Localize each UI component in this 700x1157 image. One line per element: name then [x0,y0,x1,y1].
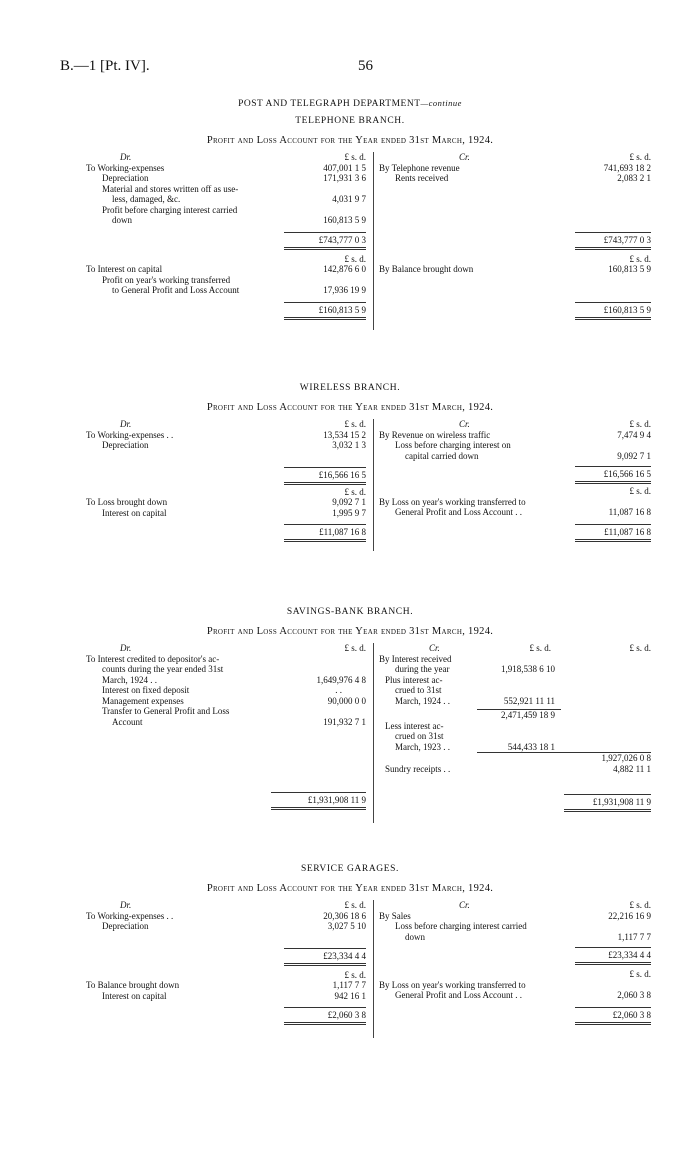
garages-debit-side: Dr. £ s. d. To Working-expenses . . 20,306 18 6 Depreciation 3,027 5 10 £23,334 4 4 £ s. d. To Balance brought down 1,117 7 7 Interest on capital 942 16 1 £2,060 3 8 [86,900,366,1025]
wireless-debit-side: Dr. £ s. d. To Working-expenses . . 13,534 15 2 Depreciation 3,032 1 3 £16,566 16 5 £ s. d. To Loss brought down 9,092 7 1 Interest on capital 1,995 9 7 £11,087 16 8 [86,419,366,542]
page-reference: B.—1 [Pt. IV]. [60,58,150,74]
department-title: POST AND TELEGRAPH DEPARTMENT—continue [238,98,462,109]
savings-credit-side: Cr. £ s. d. £ s. d. By Interest received during the year 1,918,538 6 10 Plus interest ac- crued to 31st March, 1924 . . 552,921 11 11 2,471,459 18 9 Less interest ac- crued on 31st March, 1923 . . 544,433 18 1 1,927,026 0 8 Sundry receipts . . 4,882 11 1 £1,931,908 11 9 [379,643,651,812]
telephone-debit-total-1: £743,777 0 3 [318,234,366,245]
telephone-branch-heading: TELEPHONE BRANCH. [295,116,405,126]
telephone-account-title: Profit and Loss Account for the Year ended 31st March, 1924. [206,135,494,146]
column-divider [373,643,374,823]
column-divider [373,419,374,551]
garages-branch-heading: SERVICE GARAGES. [300,864,400,874]
garages-credit-side: Cr. £ s. d. By Sales 22,216 16 9 Loss before charging interest carried down 1,117 7 7 £23,334 4 4 £ s. d. By Loss on year's working transferred to General Profit and Loss Account . . 2,060 3 8 £2,060 3 8 [379,900,651,1025]
wireless-account-title: Profit and Loss Account for the Year ended 31st March, 1924. [206,402,494,413]
savings-account-title: Profit and Loss Account for the Year ended 31st March, 1924. [206,626,494,637]
telephone-debit-side: Dr. £ s. d. To Working-expenses 407,001 1 5 Depreciation 171,931 3 6 Material and stores written off as use- less, damaged, &c. 4,031 9 7 Profit before charging interest carried down 160,813 5 9 £743,777 0 3 £ s. d. To Interest on capital 142,876 6 0 Profit on year's working transferred to General Profit and Loss Account 17,936 19 9 £160,813 5 9 [86,152,366,320]
wireless-credit-side: Cr. £ s. d. By Revenue on wireless traffic 7,474 9 4 Loss before charging interest on capital carried down 9,092 7 1 £16,566 16 5 £ s. d. By Loss on year's working transferred to General Profit and Loss Account . . 11,087 16 8 £11,087 16 8 [379,419,651,542]
telephone-credit-side: Cr. £ s. d. By Telephone revenue 741,693 18 2 Rents received 2,083 2 1 £743,777 0 3 £ s. d. By Balance brought down 160,813 5 9 £160,813 5 9 [379,152,651,320]
column-divider [373,152,374,330]
telephone-debit-total-2: £160,813 5 9 [318,304,366,315]
column-divider [373,900,374,1038]
savings-debit-side: Dr. £ s. d. To Interest credited to depositor's ac- counts during the year ended 31st March, 1924 . . 1,649,976 4 8 Interest on fixed deposit . . Management expenses 90,000 0 0 Transfer to General Profit and Loss Account 191,932 7 1 £1,931,908 11 9 [86,643,366,810]
garages-account-title: Profit and Loss Account for the Year ended 31st March, 1924. [206,883,494,894]
page-number: 56 [358,58,373,74]
wireless-branch-heading: WIRELESS BRANCH. [299,383,401,393]
savings-branch-heading: SAVINGS-BANK BRANCH. [286,607,414,617]
